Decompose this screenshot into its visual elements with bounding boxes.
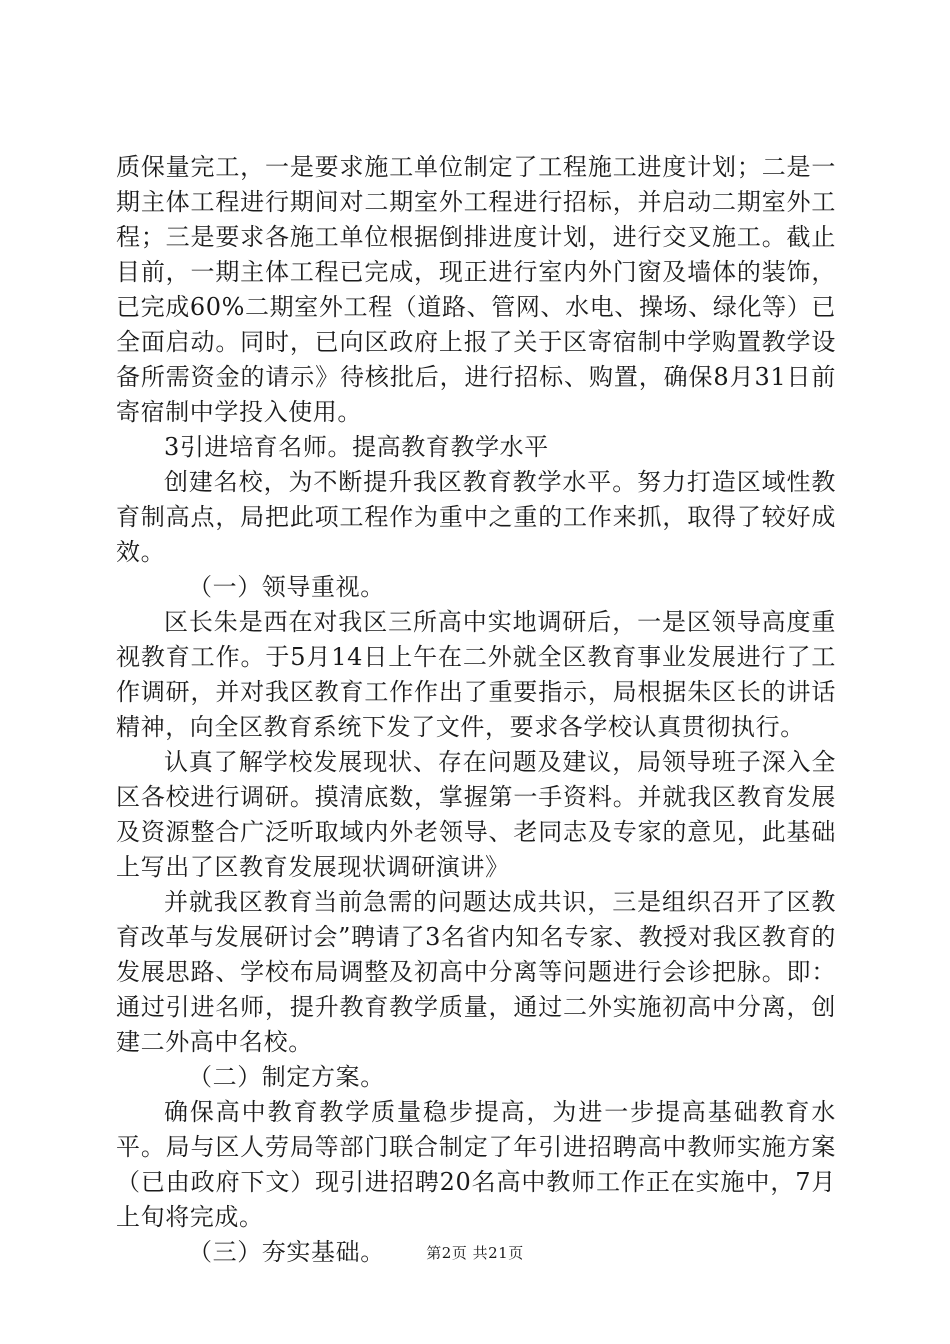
subheading-formulate-plan: （二）制定方案。 (188, 1063, 385, 1091)
paragraph-consensus-seminar: 并就我区教育当前急需的问题达成共识，三是组织召开了区教育改革与发展研讨会”聘请了3名省内知名专家、教授对我区教育的发展思路、学校布局调整及初高中分离等问题进行会诊把脉。即：通过引进名师，提升教育教学质量，通过二外实施初高中分离，创建二外高中名校。 (116, 888, 836, 1056)
document-body (116, 150, 836, 1270)
paragraph-create-famous-school: 创建名校，为不断提升我区教育教学水平。努力打造区域性教育制高点，局把此项工程作为重中之重的工作来抓，取得了较好成效。 (116, 468, 836, 566)
page-number-footer: 第2页 共21页 (426, 1244, 524, 1262)
paragraph-school-survey: 认真了解学校发展现状、存在问题及建议，局领导班子深入全区各校进行调研。摸清底数，掌握第一手资料。并就我区教育发展及资源整合广泛听取域内外老领导、老同志及专家的意见，此基础上写出了区教育发展现状调研演讲》 (116, 748, 836, 881)
subheading-leadership-attention: （一）领导重视。 (188, 573, 385, 601)
subheading-solid-foundation: （三）夯实基础。 (188, 1238, 385, 1266)
section-heading-famous-teachers: 3引进培育名师。提高教育教学水平 (164, 433, 549, 461)
paragraph-district-chief-research: 区长朱是西在对我区三所高中实地调研后，一是区领导高度重视教育工作。于5月14日上午在二外就全区教育事业发展进行了工作调研，并对我区教育工作作出了重要指示，局根据朱区长的讲话精神，向全区教育系统下发了文件，要求各学校认真贯彻执行。 (116, 608, 836, 741)
paragraph-construction-progress: 质保量完工，一是要求施工单位制定了工程施工进度计划；二是一期主体工程进行期间对二期室外工程进行招标，并启动二期室外工程；三是要求各施工单位根据倒排进度计划，进行交叉施工。截止目前，一期主体工程已完成，现正进行室内外门窗及墙体的装饰，已完成60%二期室外工程（道路、管网、水电、操场、绿化等）已全面启动。同时，已向区政府上报了关于区寄宿制中学购置教学设备所需资金的请示》待核批后，进行招标、购置，确保8月31日前寄宿制中学投入使用。 (116, 153, 836, 426)
paragraph-teacher-recruitment: 确保高中教育教学质量稳步提高，为进一步提高基础教育水平。局与区人劳局等部门联合制定了年引进招聘高中教师实施方案（已由政府下文）现引进招聘20名高中教师工作正在实施中，7月上旬将完成。 (116, 1098, 836, 1231)
